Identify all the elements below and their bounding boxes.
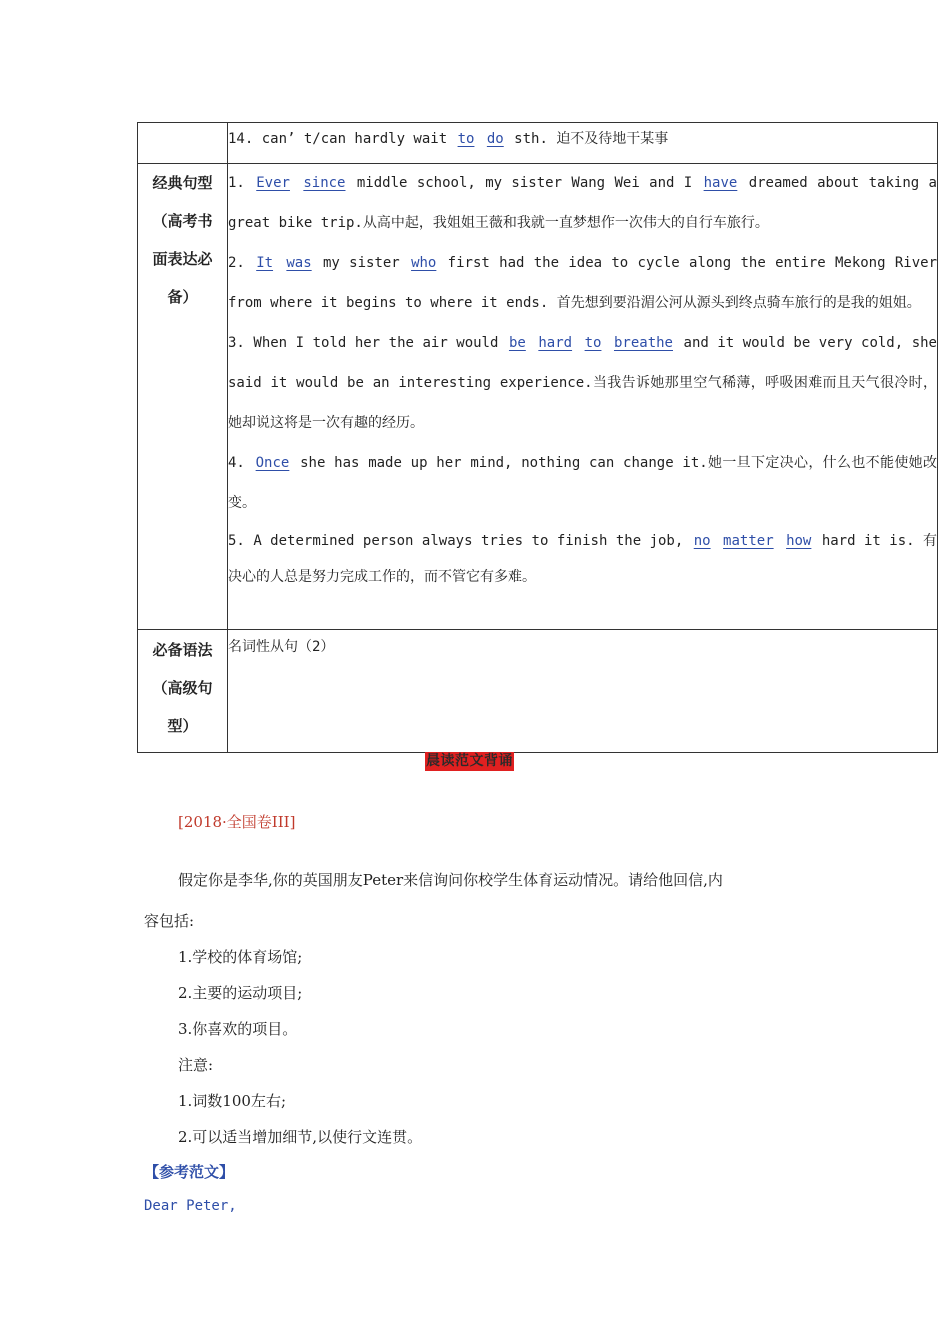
- empty-label-cell: [138, 123, 228, 164]
- reference-label: 【参考范文】: [144, 1163, 235, 1181]
- classic-sentences-label: 经典句型（高考书面表达必备）: [138, 164, 228, 630]
- sentence-3: 3. When I told her the air would be hard to breathe and it would be very cold, she said it would be an interesting experience.当我告诉她那里空气稀薄，呼吸困难而且天气很冷时，她却说这将是一次有趣的经历。: [228, 335, 938, 431]
- classic-sentences: [228, 164, 938, 630]
- grammar-label: 必备语法（高级句型）: [138, 630, 228, 753]
- list-item: 1.学校的体育场馆;: [178, 948, 303, 966]
- sentence-2: 2. It was my sister who first had the idea to cycle along the entire Mekong River from where it begins to where it ends. 首先想到要沿湄公河从源头到终点骑车旅行的是我的姐姐。: [228, 255, 937, 311]
- note-title: 注意:: [178, 1056, 214, 1074]
- list-item: 2.可以适当增加细节,以使行文连贯。: [178, 1128, 423, 1146]
- sentence-4: 4. Once she has made up her mind, nothing can change it.她一旦下定决心，什么也不能使她改变。: [228, 455, 938, 511]
- list-item: 1.词数100左右;: [178, 1092, 286, 1110]
- vocab-table: [137, 122, 938, 753]
- sentence-1: 1. Ever since middle school, my sister Wang Wei and I have dreamed about taking a great bike trip.从高中起，我姐姐王薇和我就一直梦想作一次伟大的自行车旅行。: [228, 175, 937, 231]
- prompt-line-1: 假定你是李华,你的英国朋友Peter来信询问你校学生体育运动情况。请给他回信,内: [178, 871, 723, 889]
- section-banner: 晨读范文背诵: [426, 753, 513, 769]
- phrase-14: 14. can’ t/can hardly wait to do sth. 迫不及待地干某事: [228, 123, 938, 164]
- table-row: [138, 123, 938, 164]
- grammar-content: 名词性从句（2）: [228, 630, 938, 753]
- sentence-5: 5. A determined person always tries to finish the job, no matter how hard it is. 有决心的人总是努力完成工作的，而不管它有多难。: [228, 533, 938, 585]
- table-row: [138, 164, 938, 630]
- source-tag: [2018·全国卷III]: [178, 813, 296, 831]
- salutation: Dear Peter,: [144, 1198, 237, 1214]
- prompt-line-2: 容包括:: [144, 912, 195, 930]
- list-item: 2.主要的运动项目;: [178, 984, 303, 1002]
- list-item: 3.你喜欢的项目。: [178, 1020, 298, 1038]
- table-row: [138, 630, 938, 753]
